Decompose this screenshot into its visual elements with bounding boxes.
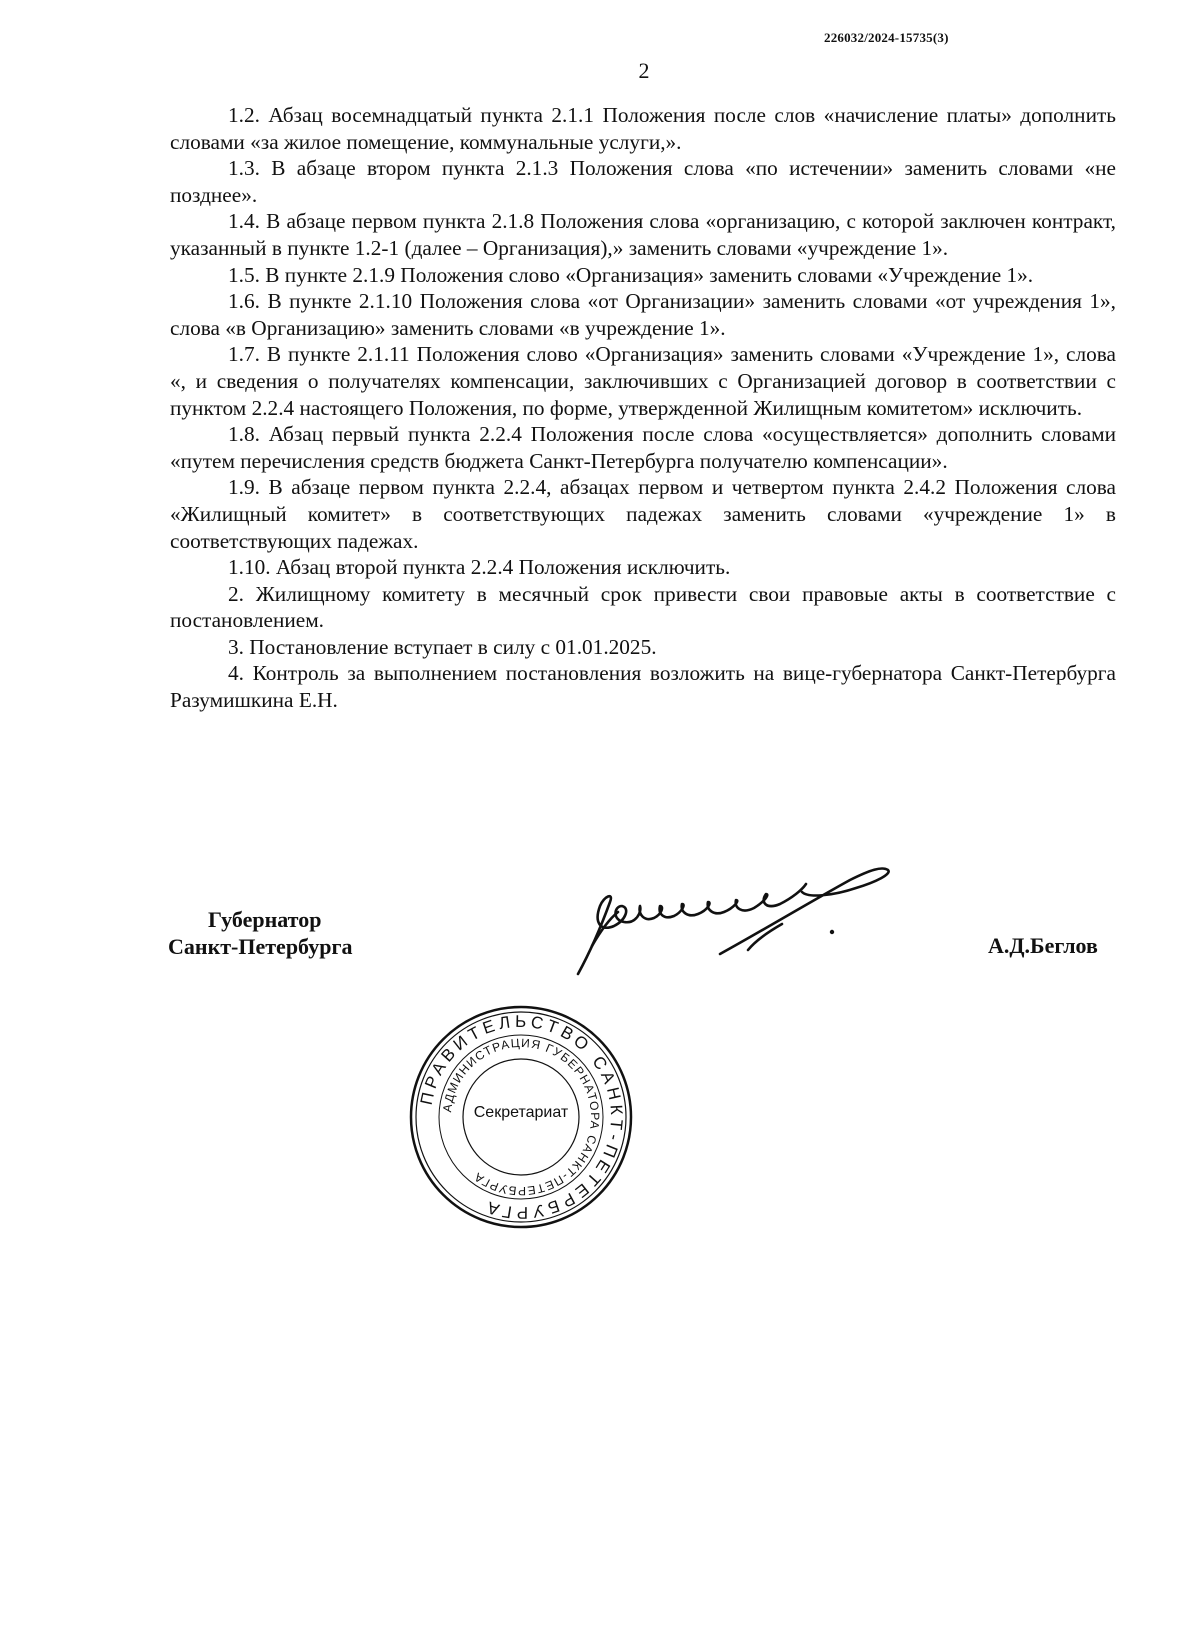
paragraph-1-8: 1.8. Абзац первый пункта 2.2.4 Положения после слова «осуществляется» дополнить словами «путем перечисления средств бюджета Санкт-Петербурга получателю компенсации». [170, 422, 1116, 473]
paragraph-1-10: 1.10. Абзац второй пункта 2.2.4 Положения исключить. [228, 555, 731, 580]
seal-outer-text: ПРАВИТЕЛЬСТВО САНКТ-ПЕТЕРБУРГА [416, 1011, 627, 1223]
paragraph-1-3: 1.3. В абзаце втором пункта 2.1.3 Положения слова «по истечении» заменить словами «не позднее». [170, 156, 1116, 207]
paragraph-1-2: 1.2. Абзац восемнадцатый пункта 2.1.1 Положения после слов «начисление платы» дополнить словами «за жилое помещение, коммунальные услуги,». [170, 103, 1116, 154]
signatory-title-line1: Губернатор [208, 907, 322, 932]
signatory-title [168, 906, 352, 960]
paragraph-3: 3. Постановление вступает в силу с 01.01.2025. [228, 634, 657, 659]
handwritten-signature [570, 862, 930, 982]
document-registration-number: 226032/2024-15735(3) [824, 30, 949, 45]
paragraph-1-7: 1.7. В пункте 2.1.11 Положения слово «Организация» заменить словами «Учреждение 1», слова «, и сведения о получателях компенсации, заключивших с Организацией договор в соответствии с пунктом 2.2.4 настоящего Положения, по форме, утвержденной Жилищным комитетом» исключить. [170, 342, 1116, 420]
seal-center-text: Секретариат [473, 1104, 569, 1121]
document-body [170, 102, 1116, 714]
paragraph-1-4: 1.4. В абзаце первом пункта 2.1.8 Положения слова «организацию, с которой заключен контракт, указанный в пункте 1.2-1 (далее – Организация),» заменить словами «учреждение 1». [170, 209, 1116, 260]
paragraph-1-9: 1.9. В абзаце первом пункта 2.2.4, абзацах первом и четвертом пункта 2.4.2 Положения слова «Жилищный комитет» в соответствующих падежах заменить словами «учреждение 1» в соответствующих падежах. [170, 475, 1116, 553]
paragraph-1-6: 1.6. В пункте 2.1.10 Положения слова «от Организации» заменить словами «от учреждения 1», слова «в Организацию» заменить словами «в учреждение 1». [170, 289, 1116, 340]
seal-inner-text: АДМИНИСТРАЦИЯ ГУБЕРНАТОРА САНКТ-ПЕТЕРБУРГА [440, 1035, 603, 1199]
paragraph-1-5: 1.5. В пункте 2.1.9 Положения слово «Организация» заменить словами «Учреждение 1». [228, 262, 1034, 287]
signer-name: А.Д.Беглов [988, 933, 1098, 958]
paragraph-2: 2. Жилищному комитету в месячный срок привести свои правовые акты в соответствие с постановлением. [170, 581, 1116, 633]
paragraph-4: 4. Контроль за выполнением постановления возложить на вице-губернатора Санкт-Петербурга Разумишкина Е.Н. [170, 661, 1116, 713]
page-number: 2 [638, 58, 650, 83]
signatory-title-line2: Санкт-Петербурга [168, 934, 353, 959]
